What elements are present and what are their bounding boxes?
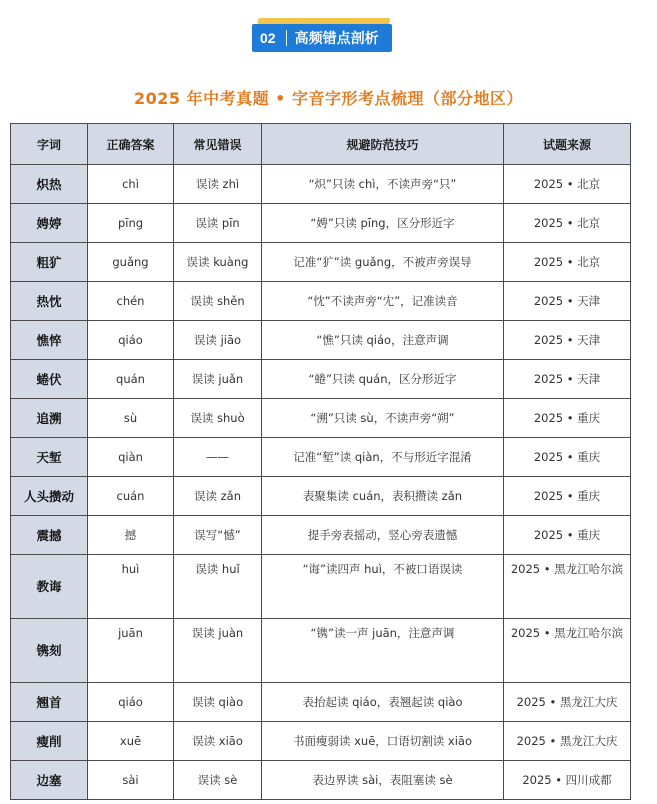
- cell-source: 2025 • 天津: [504, 282, 631, 321]
- cell-error: 误读 kuàng: [174, 243, 262, 282]
- cell-error: 误读 juàn: [174, 619, 262, 683]
- cell-word: 热忱: [11, 282, 88, 321]
- section-number: 02: [260, 30, 276, 46]
- cell-source: 2025 • 黑龙江哈尔滨: [504, 555, 631, 619]
- table-row: [11, 204, 631, 243]
- cell-source: 2025 • 北京: [504, 204, 631, 243]
- table-row: [11, 438, 631, 477]
- cell-source: 2025 • 黑龙江大庆: [504, 683, 631, 722]
- cell-answer: chì: [88, 165, 174, 204]
- cell-error: 误读 jiāo: [174, 321, 262, 360]
- cell-word: 蜷伏: [11, 360, 88, 399]
- cell-tip: “溯”只读 sù，不读声旁“朔”: [262, 399, 504, 438]
- cell-source: 2025 • 重庆: [504, 477, 631, 516]
- cell-answer: pīng: [88, 204, 174, 243]
- cell-answer: guǎng: [88, 243, 174, 282]
- table-row: [11, 243, 631, 282]
- cell-answer: quán: [88, 360, 174, 399]
- cell-error: 误读 pīn: [174, 204, 262, 243]
- cell-error: 误写“憾”: [174, 516, 262, 555]
- table-row: [11, 399, 631, 438]
- cell-source: 2025 • 天津: [504, 360, 631, 399]
- header-answer: 正确答案: [88, 124, 174, 165]
- cell-tip: “娉”只读 pīng，区分形近字: [262, 204, 504, 243]
- cell-word: 炽热: [11, 165, 88, 204]
- cell-source: 2025 • 天津: [504, 321, 631, 360]
- cell-answer: xuē: [88, 722, 174, 761]
- cell-tip: 记准“堑”读 qiàn，不与形近字混淆: [262, 438, 504, 477]
- badge-divider: [286, 30, 287, 46]
- cell-word: 翘首: [11, 683, 88, 722]
- cell-word: 镌刻: [11, 619, 88, 683]
- table-row: [11, 761, 631, 800]
- table-row: [11, 477, 631, 516]
- cell-error: 误读 xiāo: [174, 722, 262, 761]
- cell-tip: 提手旁表摇动，竖心旁表遗憾: [262, 516, 504, 555]
- header-source: 试题来源: [504, 124, 631, 165]
- cell-answer: qiáo: [88, 683, 174, 722]
- pronunciation-table: [10, 123, 631, 800]
- cell-error: 误读 huǐ: [174, 555, 262, 619]
- table-row: [11, 165, 631, 204]
- cell-source: 2025 • 四川成都: [504, 761, 631, 800]
- cell-word: 粗犷: [11, 243, 88, 282]
- table-row: [11, 683, 631, 722]
- table-row: [11, 321, 631, 360]
- cell-error: ——: [174, 438, 262, 477]
- cell-word: 震撼: [11, 516, 88, 555]
- cell-source: 2025 • 黑龙江哈尔滨: [504, 619, 631, 683]
- cell-word: 娉婷: [11, 204, 88, 243]
- section-title: 高频错点剖析: [294, 31, 379, 47]
- header-tip: 规避防范技巧: [262, 124, 504, 165]
- cell-word: 瘦削: [11, 722, 88, 761]
- cell-answer: cuán: [88, 477, 174, 516]
- cell-source: 2025 • 重庆: [504, 516, 631, 555]
- cell-tip: “镌”读一声 juān，注意声调: [262, 619, 504, 683]
- cell-error: 误读 shuò: [174, 399, 262, 438]
- table-row: [11, 555, 631, 619]
- cell-tip: 记准“犷”读 guǎng，不被声旁误导: [262, 243, 504, 282]
- cell-error: 误读 zhì: [174, 165, 262, 204]
- cell-answer: juān: [88, 619, 174, 683]
- cell-tip: “憔”只读 qiáo，注意声调: [262, 321, 504, 360]
- cell-tip: “炽”只读 chì，不读声旁“只”: [262, 165, 504, 204]
- section-badge: [252, 18, 394, 54]
- cell-answer: chén: [88, 282, 174, 321]
- cell-source: 2025 • 黑龙江大庆: [504, 722, 631, 761]
- table-row: [11, 516, 631, 555]
- cell-answer: sù: [88, 399, 174, 438]
- cell-error: 误读 sè: [174, 761, 262, 800]
- cell-answer: 撼: [88, 516, 174, 555]
- table-row: [11, 722, 631, 761]
- header-error: 常见错误: [174, 124, 262, 165]
- cell-answer: huì: [88, 555, 174, 619]
- cell-word: 天堑: [11, 438, 88, 477]
- cell-answer: qiáo: [88, 321, 174, 360]
- cell-source: 2025 • 重庆: [504, 438, 631, 477]
- table-row: [11, 619, 631, 683]
- cell-word: 边塞: [11, 761, 88, 800]
- cell-word: 追溯: [11, 399, 88, 438]
- cell-source: 2025 • 北京: [504, 243, 631, 282]
- cell-answer: qiàn: [88, 438, 174, 477]
- cell-tip: 表抬起读 qiáo，表翘起读 qiào: [262, 683, 504, 722]
- table-row: [11, 360, 631, 399]
- section-label: [252, 24, 392, 52]
- table-header-row: [11, 124, 631, 165]
- cell-answer: sài: [88, 761, 174, 800]
- header-word: 字词: [11, 124, 88, 165]
- cell-source: 2025 • 重庆: [504, 399, 631, 438]
- cell-tip: 表聚集读 cuán，表积攒读 zǎn: [262, 477, 504, 516]
- cell-word: 憔悴: [11, 321, 88, 360]
- cell-error: 误读 zǎn: [174, 477, 262, 516]
- cell-tip: “忱”不读声旁“冘”，记准读音: [262, 282, 504, 321]
- table-row: [11, 282, 631, 321]
- cell-tip: 表边界读 sài，表阻塞读 sè: [262, 761, 504, 800]
- cell-word: 教诲: [11, 555, 88, 619]
- cell-error: 误读 juǎn: [174, 360, 262, 399]
- cell-tip: “诲”读四声 huì，不被口语误读: [262, 555, 504, 619]
- cell-word: 人头攒动: [11, 477, 88, 516]
- cell-source: 2025 • 北京: [504, 165, 631, 204]
- cell-error: 误读 shěn: [174, 282, 262, 321]
- cell-tip: 书面瘦弱读 xuē，口语切割读 xiāo: [262, 722, 504, 761]
- cell-error: 误读 qiào: [174, 683, 262, 722]
- cell-tip: “蜷”只读 quán，区分形近字: [262, 360, 504, 399]
- page-title: 2025 年中考真题 • 字音字形考点梳理（部分地区）: [134, 89, 523, 108]
